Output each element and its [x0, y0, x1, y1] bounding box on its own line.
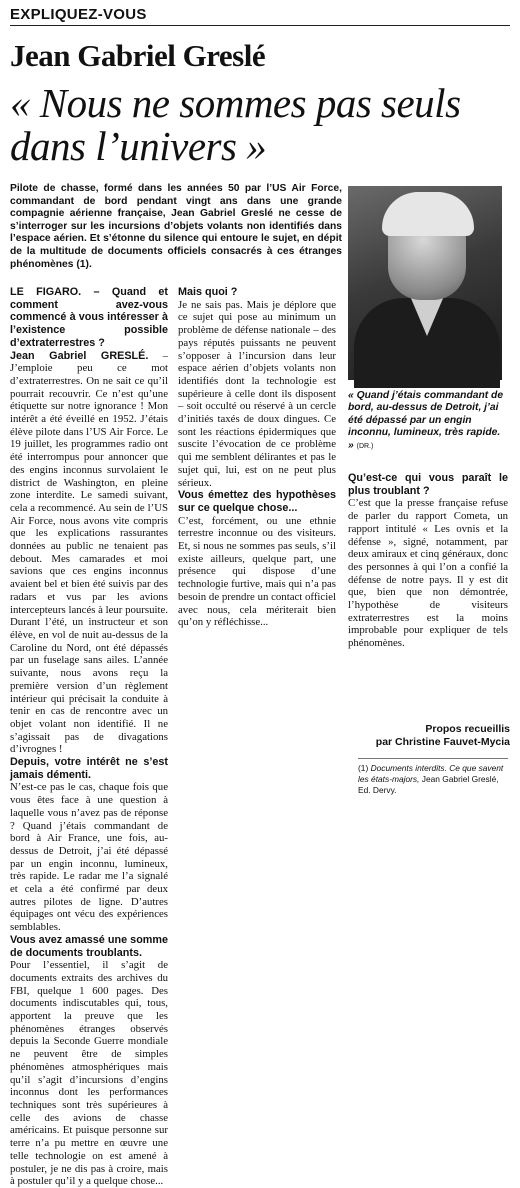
footnote — [358, 758, 508, 795]
footnote-rest: Jean Gabriel Greslé, Ed. Dervy. — [358, 773, 499, 795]
byline-line-1: Propos recueillis — [425, 723, 510, 735]
question-5: Vous émettez des hypothèses sur ce quelque chose... — [178, 489, 336, 514]
question-6: Qu’est-ce qui vous paraît le plus troublant ? — [348, 472, 508, 497]
article-column-3 — [348, 472, 508, 732]
question-2: Depuis, votre intérêt ne s’est jamais démenti. — [10, 756, 168, 781]
answer-2: N’est-ce pas le cas, chaque fois que vous êtes face à une question à laquelle vous n’avez pas de réponse ? Quand j’étais commandant de bord à Air France, une fois, au-dessus de Detroit, j’ai été dépassé par un engin inconnu, lumineux, très rapide. Le radar me l’a signalé et cela a été confirmé par deux autres pilotes de ligne. D’autres équipages ont vécu des expériences semblables. — [10, 781, 168, 934]
photo-credit: (DR.) — [356, 442, 374, 450]
headline-quote: « Nous ne sommes pas seuls dans l’univers » — [10, 80, 461, 169]
byline — [360, 723, 510, 749]
caption-text: « Quand j’étais commandant de bord, au-dessus de Detroit, j’ai été dépassé par un engin inconnu, lumineux, très rapide. » — [348, 390, 504, 451]
answer-6: C’est que la presse française refuse de parler du rapport Cometa, un rapport intitulé « Les ovnis et la défense », signé, notamment, par deux amiraux et cinq généraux, donc des personnes à qui l’on a confié la défense de notre pays. Il y est dit que, bien que non démontrée, l’hypothèse de visiteurs extraterrestres est la moins improbable pour expliquer de tels phénomènes. — [348, 497, 508, 650]
byline-line-2: par Christine Fauvet-Mycia — [375, 736, 510, 748]
question-1: LE FIGARO. – Quand et comment avez-vous commencé à vous intéresser à l’existence possible d’extraterrestres ? — [10, 286, 168, 349]
photo-caption — [348, 390, 506, 453]
question-3: Vous avez amassé une somme de documents troublants. — [10, 933, 168, 959]
answer-1: – J’emploie peu ce mot d’extraterrestres. On ne sait ce qu’il pourrait recouvrir. Ce n’est qu’une étiquette sur notre ignorance ! Mon intérêt a été éveillé en 1952. J’étais élève pilote dans l’US Air Force. Le 19 juillet, les programmes radio ont été interrompus pour annoncer que des engins inconnus survolaient le district de Washington, en pleine zone interdite. Le samedi suivant, cela a recommencé. Au sein de l’US Air Force, nous avons vite compris que les explications rassurantes données au public ne tenaient pas debout. Mes camarades et moi savions que ces engins inconnus avaient bel et bien été suivis par des radars et vus par les avions intercepteurs lancés à leur poursuite. Durant l’été, un instructeur et son élève, en vol de nuit au-dessus de la Caroline du Nord, ont été dépassés par un fuselage sans ailes. L’année suivante, nous avons reçu la première version d’un règlement intérieur qui précisait la conduite à tenir en cas de rencontre avec un objet volant non identifié. Il ne s’agissait pas de divagations d’ivrognes ! — [10, 349, 168, 756]
answer-speaker: Jean Gabriel GRESLÉ. — [10, 349, 149, 362]
question-4: Mais quoi ? — [178, 286, 238, 298]
photo-hair — [382, 192, 474, 236]
answer-3: Pour l’essentiel, il s’agit de documents extraits des archives du FBI, quelque 1 600 pages. Des documents indiscutables qui, tous, apportent la preuve que les phénomènes étranges observés depuis la Seconde Guerre mondiale ne peuvent être de simples phénomènes atmosphériques mais qu’il s’agit d’incursions d’engins inconnus dont les performances techniques sont très supérieures à celle des avions de chasse américains. Et puisque personne sur terre n’a pu mettre en œuvre une telle technologie on est amené à postuler, je ne dis pas à croire, mais à postuler qu’il y a quelque chose... — [10, 959, 168, 1188]
section-rubric: EXPLIQUEZ-VOUS — [10, 6, 510, 26]
standfirst: Pilote de chasse, formé dans les années 50 par l’US Air Force, commandant de bord pendant vingt ans dans une grande compagnie aérienne française, Jean Gabriel Greslé ne cesse de s’interroger sur les incursions d’objets volants non identifiés dans l’espace aérien. Et s’étonne du silence qui entoure le sujet, en dépit de la multitude de documents officiels consacrés à ces étranges phénomènes (1). — [10, 183, 342, 270]
portrait-photo — [348, 186, 502, 380]
footnote-title: Documents interdits. Ce que savent les états-majors, — [358, 763, 504, 784]
article-column-1 — [10, 286, 168, 1188]
footnote-marker: (1) — [358, 763, 369, 773]
answer-4: Je ne sais pas. Mais je déplore que ce sujet qui pose au minimum un problème de défense nationale – des pays réputés puissants ne peuvent s’opposer à l’incursion dans leur espace aérien d’objets volants non identifiés dont la technologie est supérieure à celle dont ils disposent – soit occulté ou réservé à un cercle d’initiés taxés de doux dingues. Ce sont les réactions épidermiques que suscite l’évocation de ce problème qui me semblent délirantes et pas le sujet qui, lui, est on ne peut plus sérieux. — [178, 298, 336, 489]
interviewee-name: Jean Gabriel Greslé — [10, 38, 266, 73]
answer-5: C’est, forcément, ou une ethnie terrestre inconnue ou des visiteurs. Et, si nous ne sommes pas seuls, s’il existe ailleurs, quelque part, une présence qui dispose d’une technologie furtive, mais qui n’a pas besoin de prendre un contact officiel avec nous, cela mériterait bien qu’on y réfléchisse... — [178, 514, 336, 629]
article-column-2 — [178, 286, 336, 704]
